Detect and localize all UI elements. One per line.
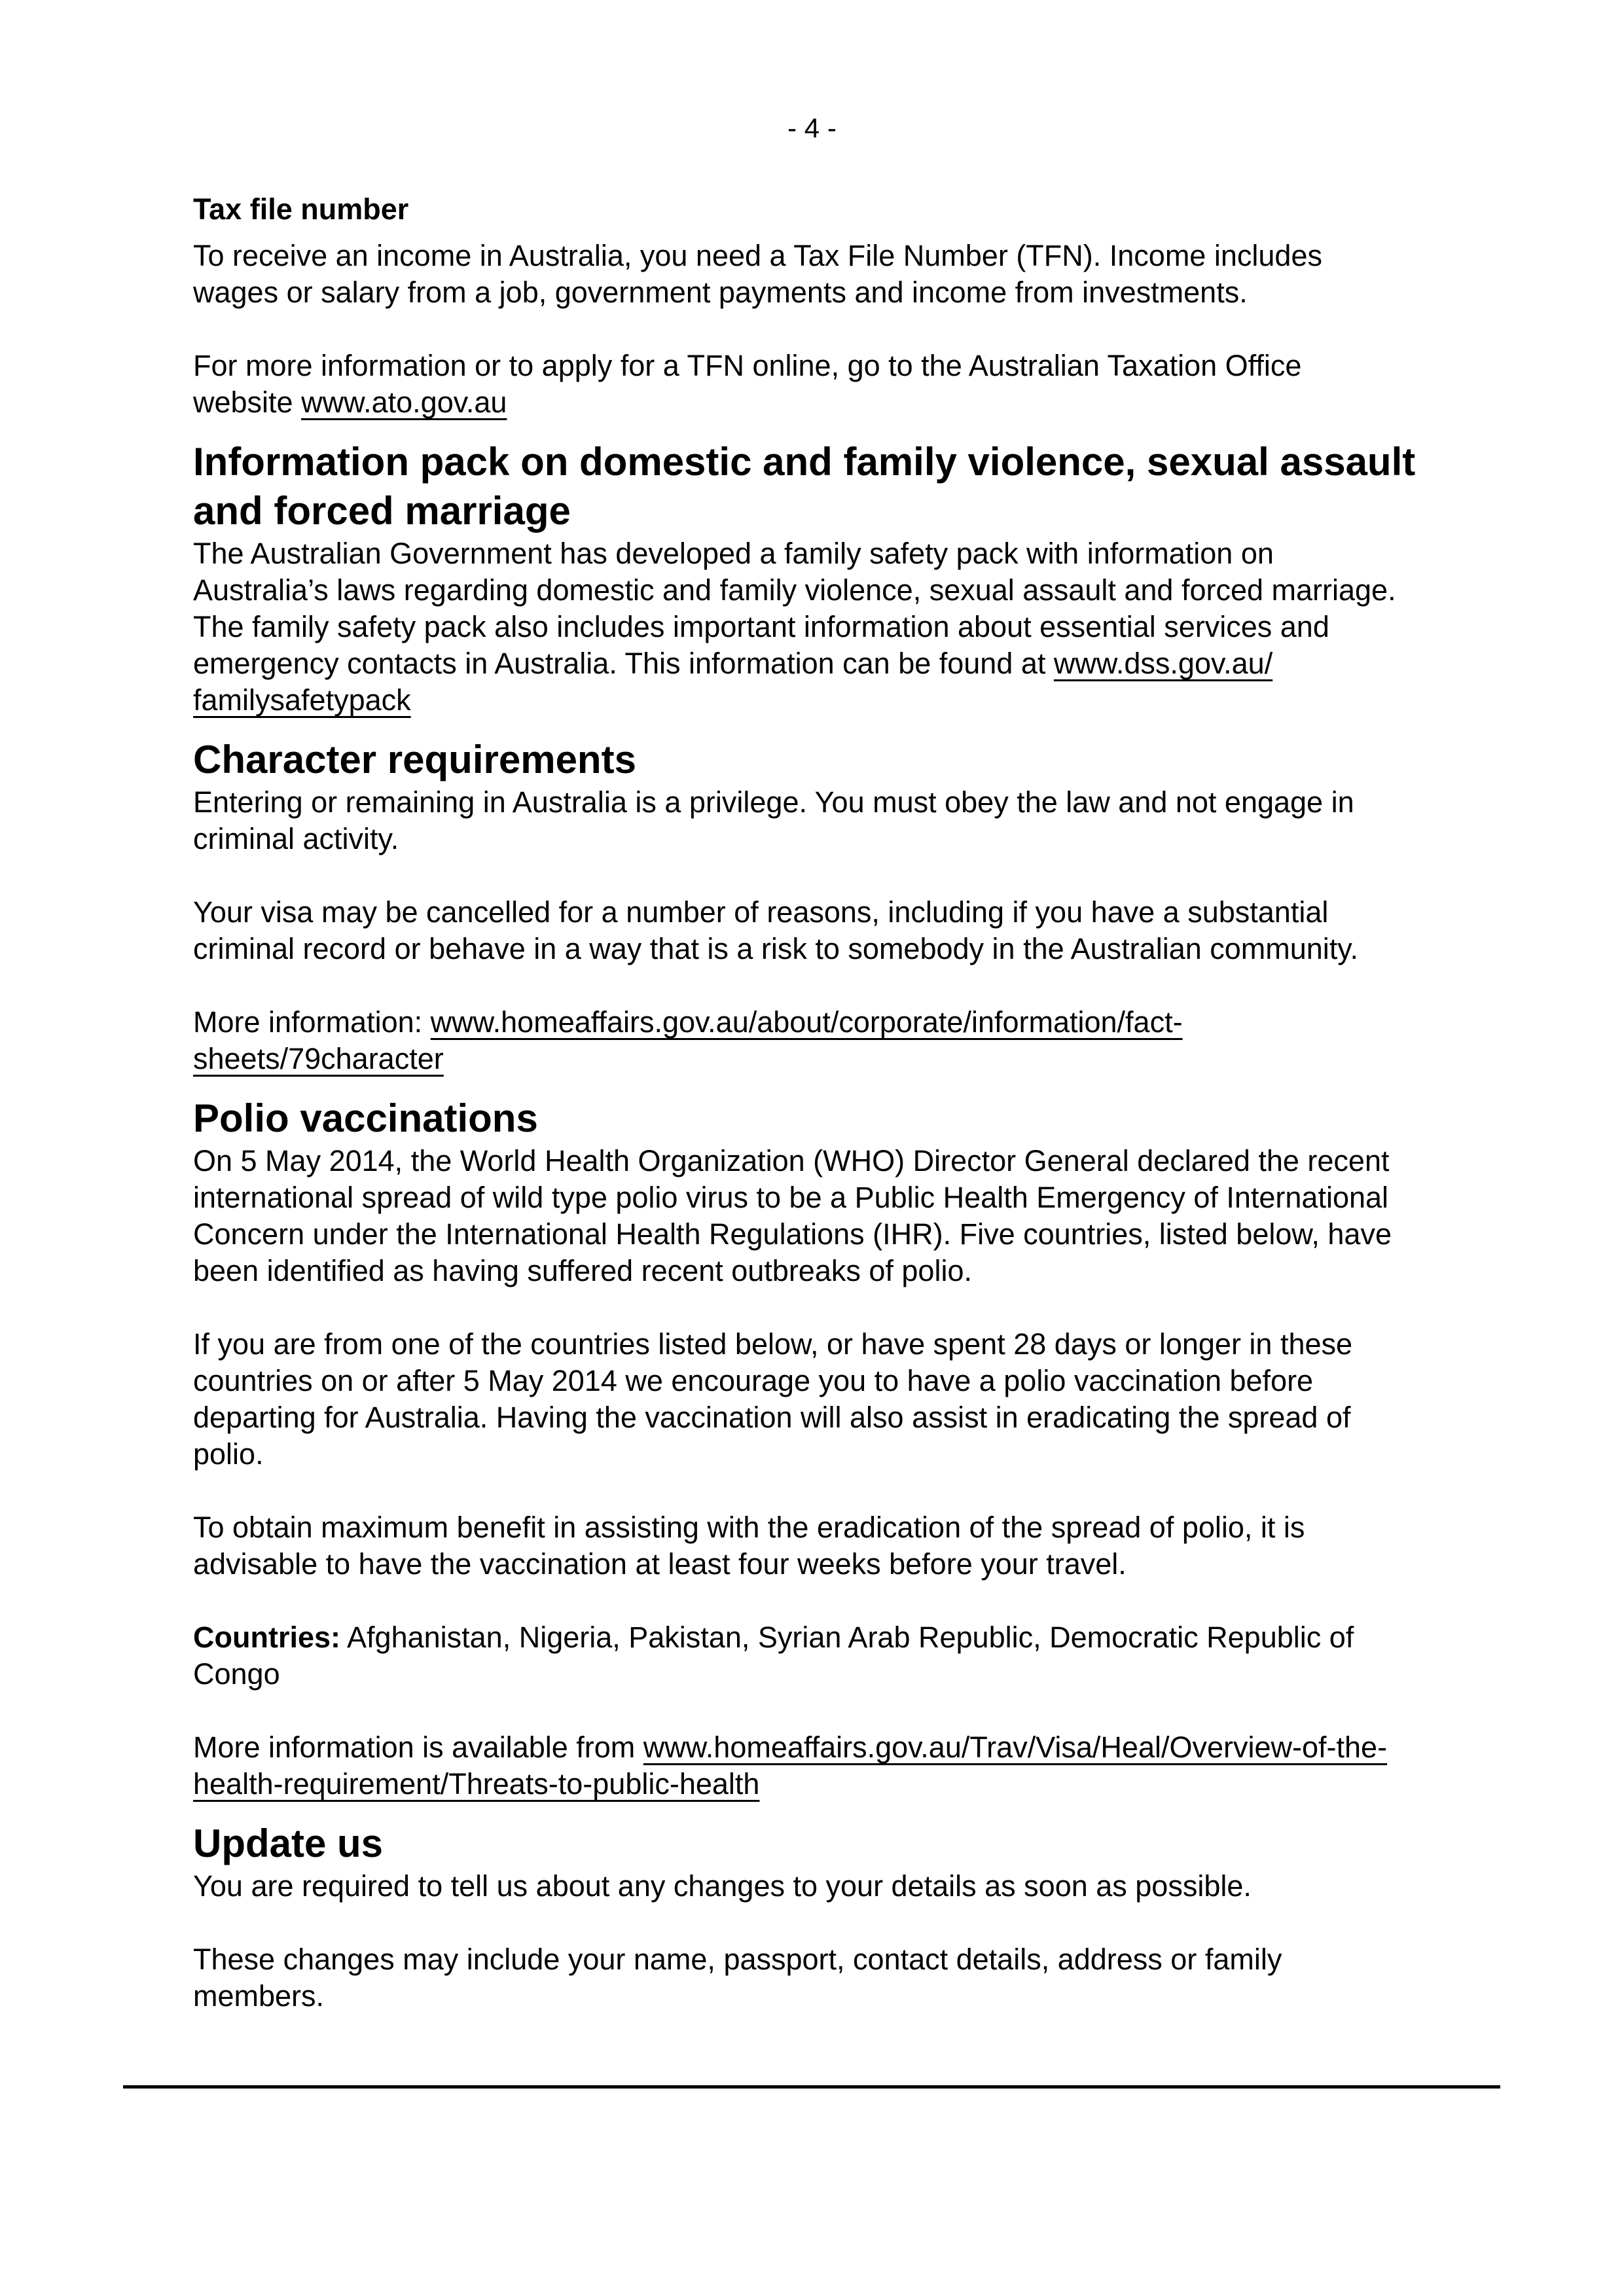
text-line: You are required to tell us about any changes to your details as soon as possible. <box>193 1869 1252 1903</box>
paragraph <box>193 1729 1430 1803</box>
health-requirement-link-continued[interactable]: health-requirement/Threats-to-public-health <box>193 1767 760 1801</box>
text-line: criminal activity. <box>193 822 399 855</box>
text-line <box>193 1729 1430 1766</box>
text-line: To receive an income in Australia, you need a Tax File Number (TFN). Income includes <box>193 239 1322 272</box>
character-heading <box>193 735 1430 784</box>
polio-heading <box>193 1094 1430 1143</box>
paragraph <box>193 535 1430 719</box>
heading-line: Information pack on domestic and family violence, sexual assault <box>193 440 1416 484</box>
ato-website-link[interactable]: www.ato.gov.au <box>301 386 507 419</box>
text-line: For more information or to apply for a TFN online, go to the Australian Taxation Office <box>193 349 1302 382</box>
text-line <box>193 682 1430 719</box>
text-segment: More information is available from <box>193 1731 643 1764</box>
text-line: On 5 May 2014, the World Health Organization (WHO) Director General declared the recent <box>193 1144 1390 1177</box>
heading-line: Character requirements <box>193 738 636 781</box>
text-line: been identified as having suffered recent outbreaks of polio. <box>193 1254 972 1287</box>
text-segment: website <box>193 386 302 419</box>
section-information-pack <box>193 437 1430 719</box>
text-line: countries on or after 5 May 2014 we encourage you to have a polio vaccination before <box>193 1364 1314 1397</box>
paragraph <box>193 1868 1430 1905</box>
text-line: departing for Australia. Having the vaccination will also assist in eradicating the spread of <box>193 1401 1351 1434</box>
text-line: Your visa may be cancelled for a number of reasons, including if you have a substantial <box>193 895 1329 929</box>
text-line: The Australian Government has developed a family safety pack with information on <box>193 537 1274 570</box>
countries-label: Countries: <box>193 1621 340 1654</box>
update-heading <box>193 1819 1430 1868</box>
paragraph <box>193 238 1430 311</box>
text-line: Concern under the International Health Regulations (IHR). Five countries, listed below, have <box>193 1217 1392 1251</box>
paragraph <box>193 894 1430 967</box>
text-line <box>193 1766 1430 1803</box>
text-line: members. <box>193 1979 325 2013</box>
footer-divider <box>123 2085 1500 2089</box>
section-polio-vaccinations <box>193 1094 1430 1803</box>
text-line <box>193 1041 1430 1077</box>
page-number: - 4 - <box>787 113 837 143</box>
text-line <box>193 1619 1430 1656</box>
paragraph <box>193 1509 1430 1583</box>
text-line: Australia’s laws regarding domestic and family violence, sexual assault and forced marriage. <box>193 573 1396 607</box>
text-line: To obtain maximum benefit in assisting with the eradication of the spread of polio, it is <box>193 1511 1305 1544</box>
text-line: wages or salary from a job, government payments and income from investments. <box>193 276 1248 309</box>
heading-line: Polio vaccinations <box>193 1096 538 1140</box>
text-line: polio. <box>193 1437 264 1471</box>
paragraph <box>193 1326 1430 1473</box>
section-character-requirements <box>193 735 1430 1077</box>
text-line: international spread of wild type polio virus to be a Public Health Emergency of International <box>193 1181 1389 1214</box>
health-requirement-link[interactable]: www.homeaffairs.gov.au/Trav/Visa/Heal/Overview-of-the- <box>643 1731 1388 1764</box>
paragraph <box>193 1004 1430 1077</box>
dss-website-link[interactable]: www.dss.gov.au/ <box>1053 647 1273 680</box>
character-factsheet-link-continued[interactable]: sheets/79character <box>193 1042 444 1075</box>
text-segment: More information: <box>193 1005 431 1039</box>
text-line: advisable to have the vaccination at least four weeks before your travel. <box>193 1547 1127 1581</box>
tfn-heading: Tax file number <box>193 192 409 226</box>
character-factsheet-link[interactable]: www.homeaffairs.gov.au/about/corporate/information/fact- <box>430 1005 1183 1039</box>
text-line <box>193 645 1430 682</box>
text-segment: Afghanistan, Nigeria, Pakistan, Syrian Arab Republic, Democratic Republic of <box>340 1621 1354 1654</box>
text-line: criminal record or behave in a way that is a risk to somebody in the Australian community. <box>193 932 1358 965</box>
paragraph <box>193 1941 1430 2015</box>
text-line <box>193 384 1430 421</box>
section-tax-file-number <box>193 191 1430 421</box>
heading-line: and forced marriage <box>193 489 571 533</box>
text-line: The family safety pack also includes important information about essential services and <box>193 610 1329 643</box>
text-line <box>193 1004 1430 1041</box>
paragraph <box>193 1143 1430 1289</box>
heading-line: Update us <box>193 1821 384 1865</box>
text-segment: emergency contacts in Australia. This information can be found at <box>193 647 1054 680</box>
paragraph <box>193 784 1430 857</box>
section-update-us <box>193 1819 1430 2015</box>
paragraph <box>193 348 1430 421</box>
paragraph <box>193 1619 1430 1693</box>
text-line: Congo <box>193 1657 280 1691</box>
text-line: If you are from one of the countries listed below, or have spent 28 days or longer in these <box>193 1327 1353 1361</box>
dss-website-link-continued[interactable]: familysafetypack <box>193 683 411 717</box>
text-line: These changes may include your name, passport, contact details, address or family <box>193 1943 1282 1976</box>
text-line: Entering or remaining in Australia is a privilege. You must obey the law and not engage in <box>193 785 1354 819</box>
infopack-heading <box>193 437 1430 535</box>
